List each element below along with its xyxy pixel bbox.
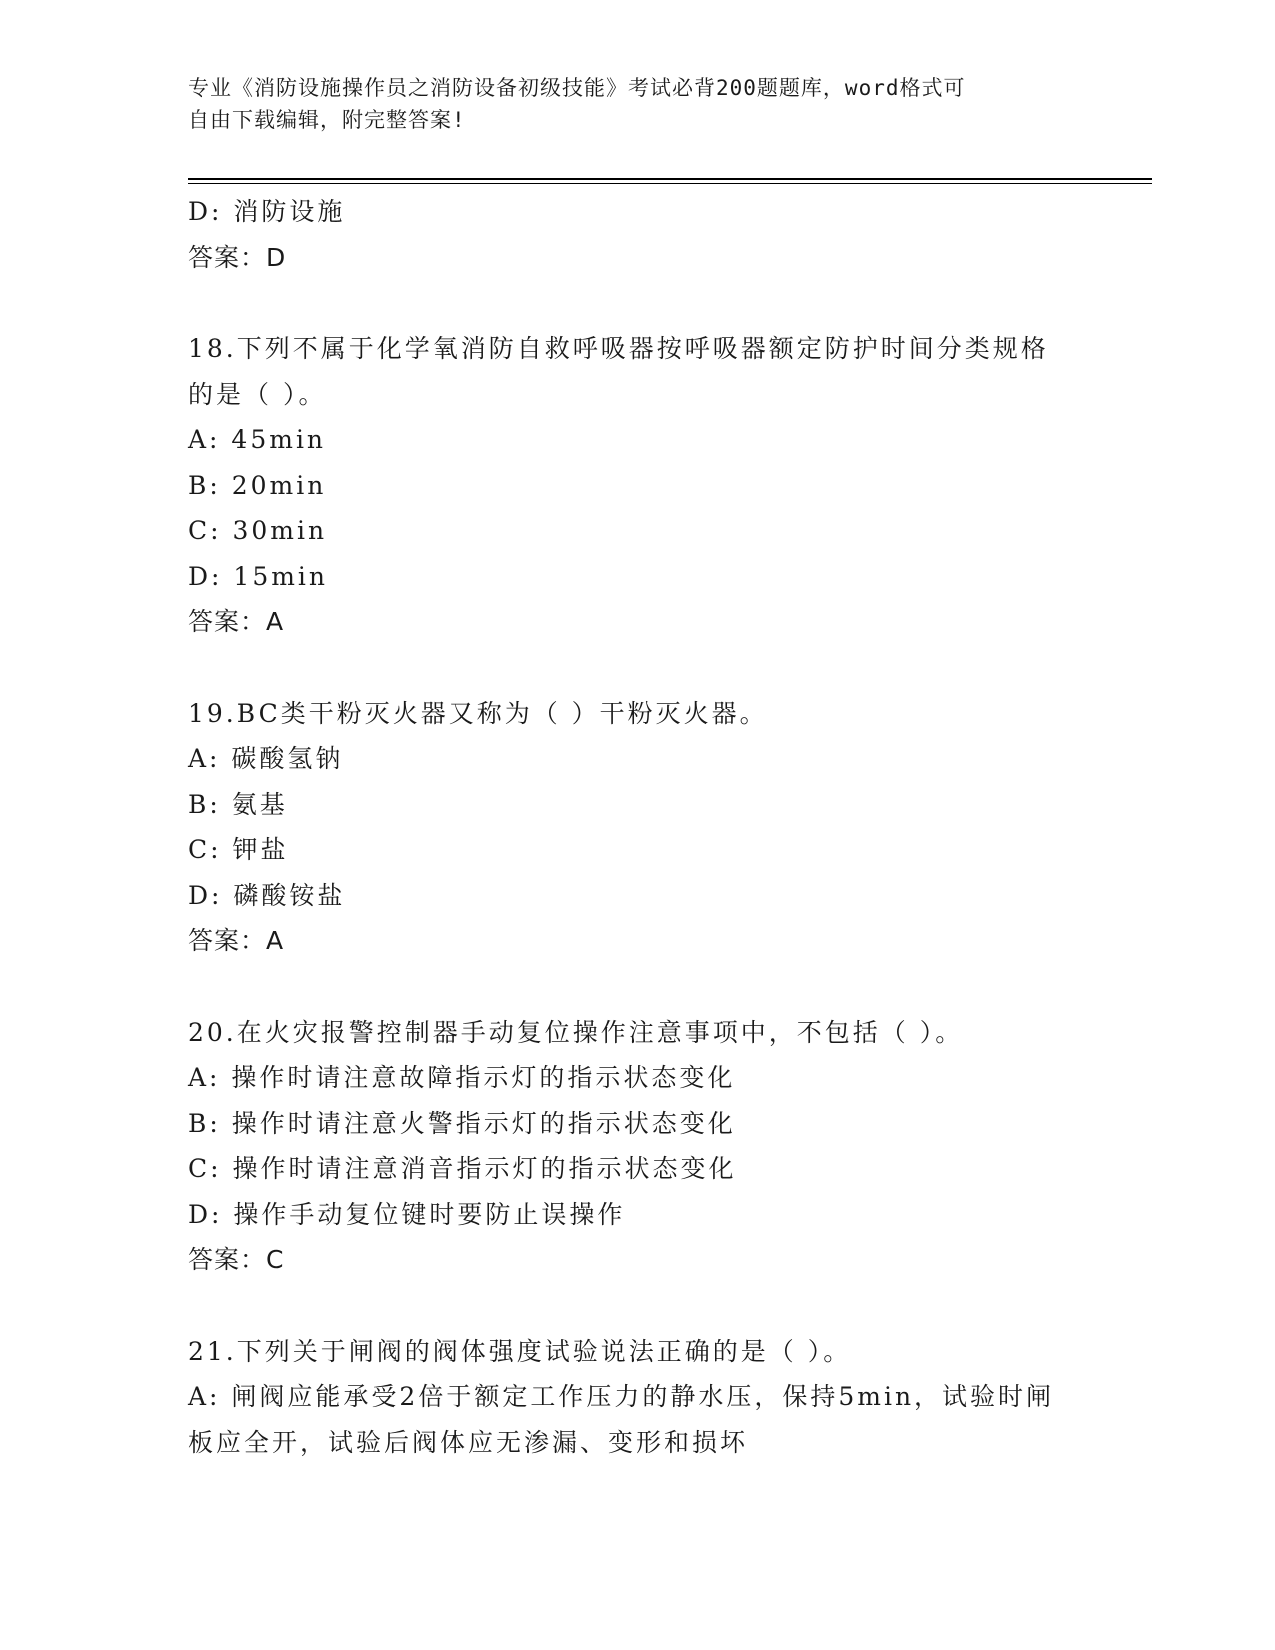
option-a: A: 45min bbox=[188, 425, 327, 454]
q17-option-d: D: 消防设施 bbox=[188, 197, 346, 226]
option-a: A: 操作时请注意故障指示灯的指示状态变化 bbox=[188, 1063, 736, 1092]
answer: 答案：A bbox=[188, 607, 285, 636]
header-title-line1: 专业《消防设施操作员之消防设备初级技能》考试必背200题题库，word格式可 bbox=[188, 76, 966, 100]
question-21 bbox=[188, 1329, 1088, 1466]
question-stem-line1: 18.下列不属于化学氧消防自救呼吸器按呼吸器额定防护时间分类规格 bbox=[188, 334, 1049, 363]
question-19 bbox=[188, 691, 1088, 964]
q17-answer: 答案：D bbox=[188, 242, 287, 272]
option-c: C: 操作时请注意消音指示灯的指示状态变化 bbox=[188, 1154, 737, 1183]
question-stem-line1: 21.下列关于闸阀的阀体强度试验说法正确的是（ ）。 bbox=[188, 1336, 852, 1366]
option-d: D: 磷酸铵盐 bbox=[188, 880, 346, 910]
question-18 bbox=[188, 326, 1088, 645]
question-20 bbox=[188, 1010, 1088, 1283]
option-a-line2: 板应全开，试验后阀体应无渗漏、变形和损坏 bbox=[188, 1427, 749, 1457]
answer: 答案：C bbox=[188, 1245, 285, 1274]
option-a-line1: A: 闸阀应能承受2倍于额定工作压力的静水压，保持5min，试验时闸 bbox=[188, 1382, 1055, 1411]
question-stem-line2: 的是（ ）。 bbox=[188, 379, 327, 409]
document-body bbox=[188, 189, 1088, 1465]
option-d: D: 15min bbox=[188, 561, 329, 591]
document-header bbox=[188, 72, 1068, 136]
header-divider-thick bbox=[188, 178, 1152, 180]
question-stem-line1: 20.在火灾报警控制器手动复位操作注意事项中，不包括（ ）。 bbox=[188, 1017, 964, 1047]
option-d: D: 操作手动复位键时要防止误操作 bbox=[188, 1199, 626, 1229]
question-stem-line1: 19.BC类干粉灭火器又称为（ ）干粉灭火器。 bbox=[188, 698, 768, 728]
header-title-line2: 自由下载编辑，附完整答案! bbox=[188, 108, 466, 132]
option-c: C: 钾盐 bbox=[188, 835, 289, 864]
option-b: B: 20min bbox=[188, 470, 327, 500]
header-divider-thin bbox=[188, 183, 1152, 184]
answer: 答案：A bbox=[188, 926, 285, 955]
option-b: B: 氨基 bbox=[188, 789, 288, 819]
option-a: A: 碳酸氢钠 bbox=[188, 744, 344, 773]
option-c: C: 30min bbox=[188, 516, 328, 545]
option-b: B: 操作时请注意火警指示灯的指示状态变化 bbox=[188, 1108, 736, 1138]
